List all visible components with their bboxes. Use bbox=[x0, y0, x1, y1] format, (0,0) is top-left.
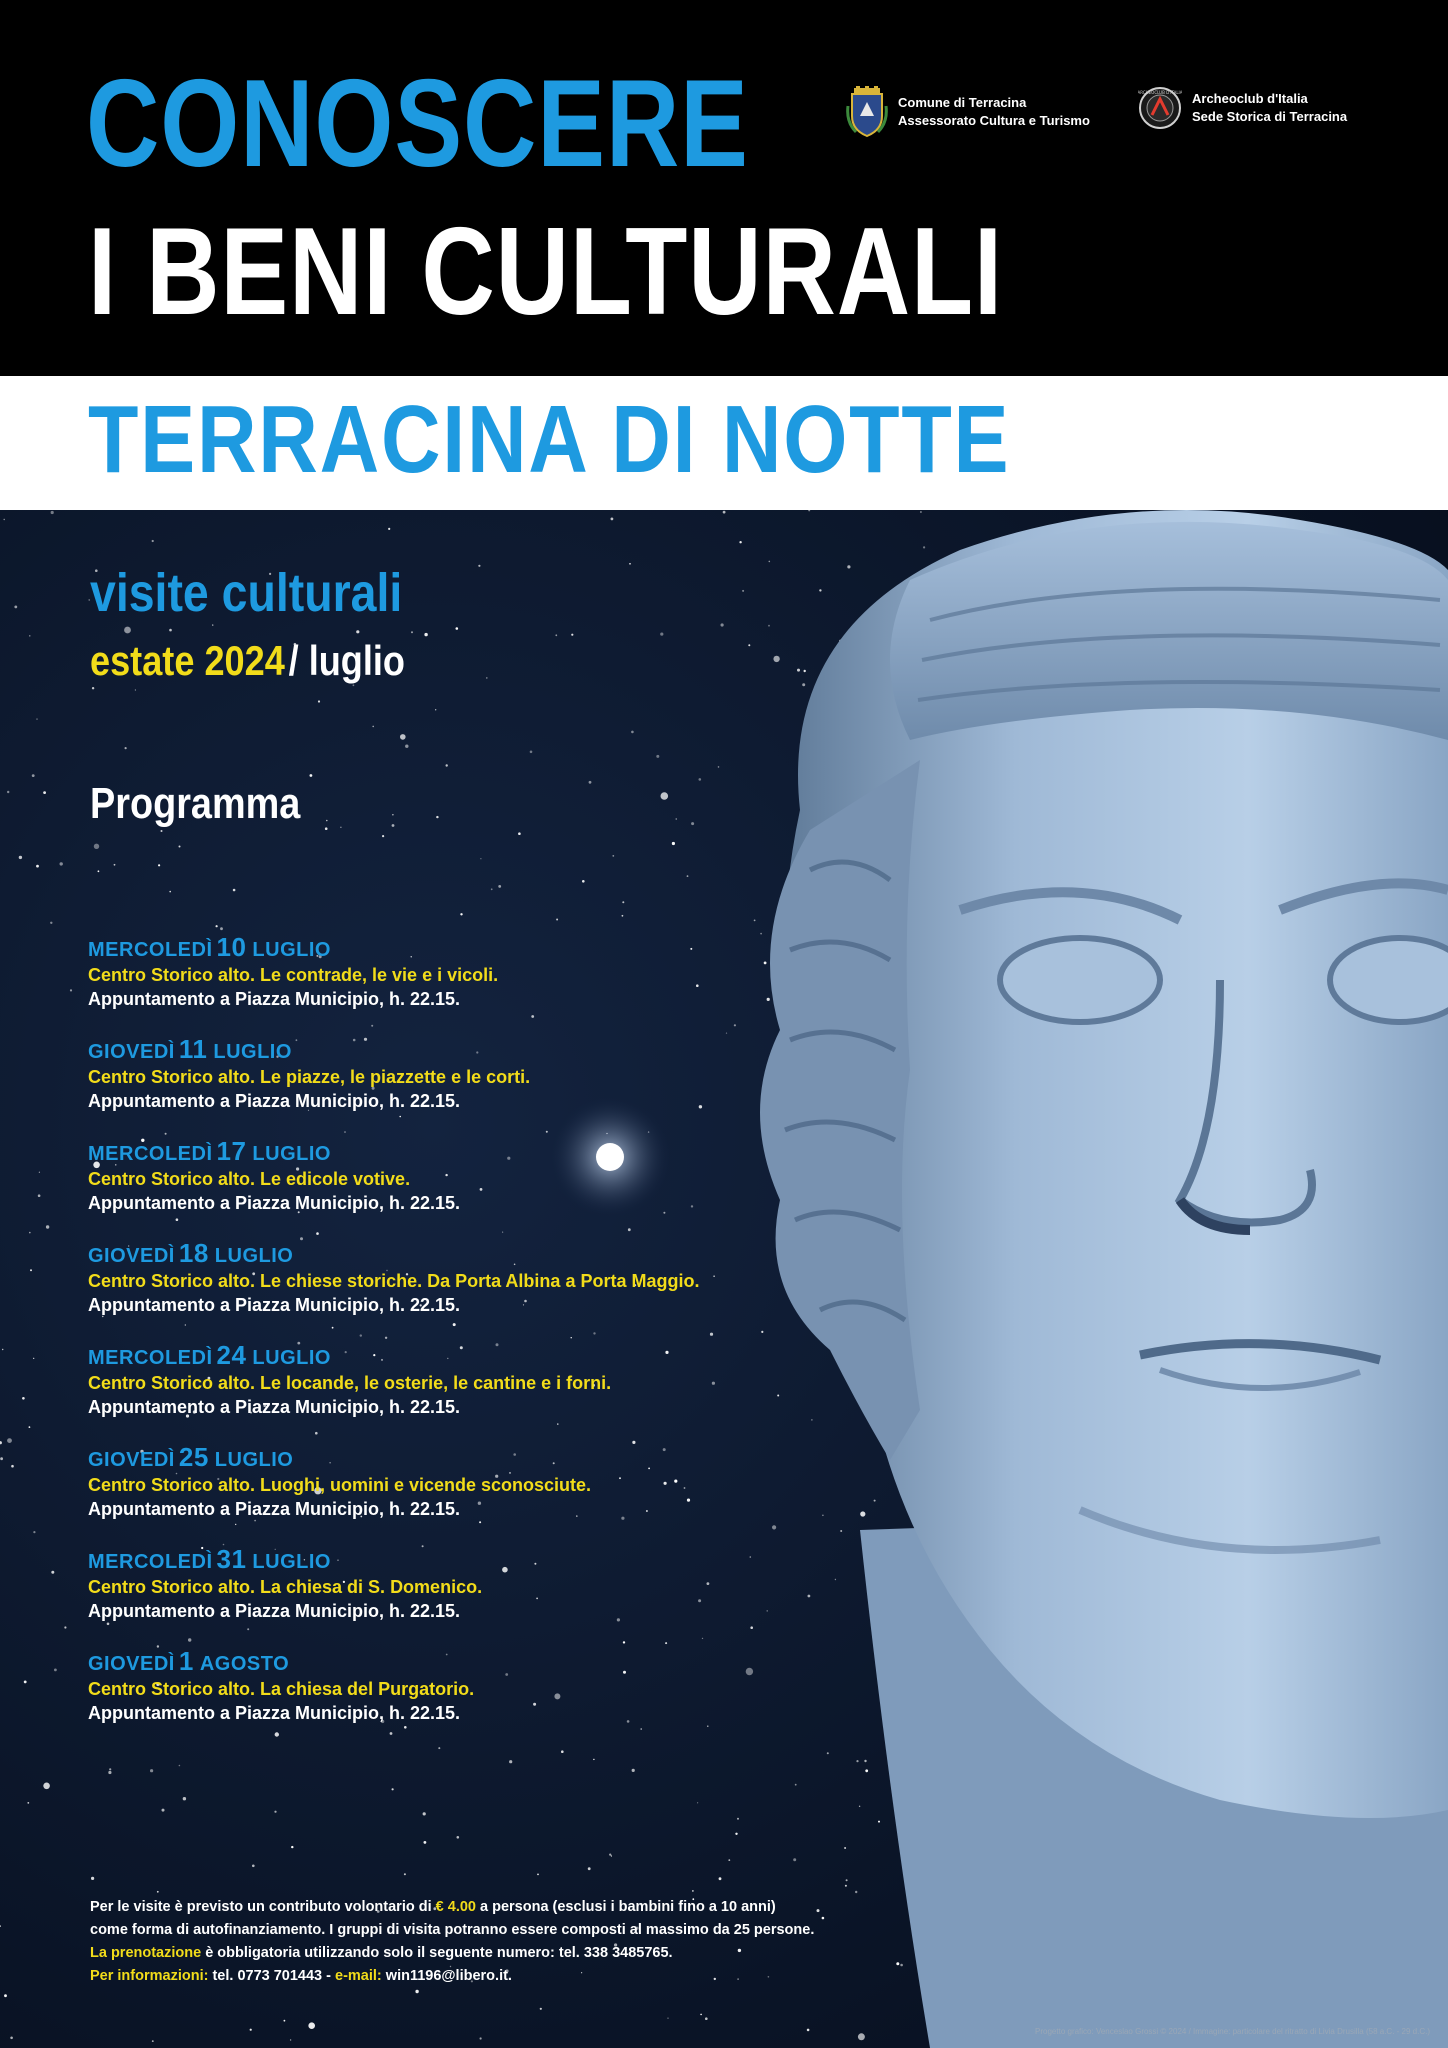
star bbox=[161, 830, 163, 832]
star bbox=[54, 1669, 57, 1672]
star bbox=[22, 1397, 25, 1400]
event-title: Centro Storico alto. La chiesa del Purgatorio. bbox=[88, 1679, 475, 1699]
contribution-price: € 4.00 bbox=[435, 1899, 476, 1915]
event-day-number: 10 bbox=[216, 932, 247, 962]
star bbox=[98, 870, 100, 872]
star bbox=[392, 824, 395, 827]
star bbox=[51, 1571, 54, 1574]
event-item bbox=[88, 1240, 808, 1342]
contribution-note: a persona (esclusi i bambini fino a 10 anni) bbox=[480, 1899, 776, 1915]
star bbox=[593, 1759, 594, 1760]
season-text: estate 2024 bbox=[90, 637, 285, 684]
event-meeting: Appuntamento a Piazza Municipio, h. 22.15. bbox=[88, 1193, 461, 1213]
star bbox=[114, 864, 116, 866]
star bbox=[64, 1626, 66, 1628]
star bbox=[92, 687, 94, 689]
star bbox=[4, 1994, 7, 1997]
event-item bbox=[88, 934, 808, 1036]
star bbox=[480, 2037, 482, 2039]
booking-label: La prenotazione bbox=[90, 1945, 202, 1961]
star bbox=[179, 846, 181, 848]
star bbox=[14, 606, 17, 609]
event-title: Centro Storico alto. Le edicole votive. bbox=[88, 1169, 411, 1189]
star bbox=[611, 1855, 612, 1856]
star bbox=[353, 684, 355, 686]
star bbox=[39, 1172, 40, 1173]
star bbox=[325, 827, 328, 830]
info-phone[interactable]: tel. 0773 701443 - bbox=[212, 1968, 331, 1984]
event-day-number: 18 bbox=[178, 1238, 209, 1268]
event-month: LUGLIO bbox=[214, 1245, 294, 1267]
credits: Progetto grafico: Venceslao Grossi © 2024 / Immagine: particolare del ritratto di Livia Drusilla (58 a.C. - 29 d.C.) bbox=[1035, 2027, 1430, 2036]
title-line-1: CONOSCERE bbox=[86, 55, 749, 193]
event-month: LUGLIO bbox=[252, 1551, 331, 1573]
star bbox=[404, 1873, 406, 1875]
star bbox=[252, 1865, 255, 1868]
info-label: Per informazioni: bbox=[90, 1968, 209, 1984]
event-month: LUGLIO bbox=[252, 939, 331, 961]
subtitle: TERRACINA DI NOTTE bbox=[88, 386, 1011, 493]
star bbox=[290, 2039, 291, 2040]
star bbox=[530, 751, 533, 754]
event-title: Centro Storico alto. Le chiese storiche. Da Porta Albina a Porta Maggio. bbox=[88, 1271, 700, 1291]
star bbox=[491, 888, 493, 890]
event-day: GIOVEDÌ bbox=[88, 1245, 175, 1267]
star bbox=[356, 630, 359, 633]
star bbox=[43, 1783, 50, 1790]
season-line bbox=[90, 637, 406, 684]
star bbox=[540, 2008, 542, 2010]
star bbox=[29, 1232, 31, 1234]
star bbox=[216, 925, 218, 927]
star bbox=[310, 774, 313, 777]
star bbox=[36, 865, 39, 868]
star bbox=[486, 677, 488, 679]
event-meeting: Appuntamento a Piazza Municipio, h. 22.15. bbox=[88, 1295, 461, 1315]
event-title: Centro Storico alto. Le piazze, le piazzette e le corti. bbox=[88, 1067, 531, 1087]
star bbox=[582, 880, 585, 883]
star bbox=[609, 1854, 611, 1856]
star bbox=[423, 1812, 426, 1815]
star bbox=[611, 518, 614, 521]
event-title: Centro Storico alto. La chiesa di S. Domenico. bbox=[88, 1577, 483, 1597]
footer-line-booking bbox=[90, 1942, 990, 1965]
star bbox=[435, 709, 436, 710]
event-title: Centro Storico alto. Le locande, le osterie, le cantine e i forni. bbox=[88, 1373, 612, 1393]
star bbox=[612, 855, 614, 857]
star bbox=[38, 1194, 41, 1197]
star bbox=[7, 791, 9, 793]
event-item bbox=[88, 1648, 808, 1750]
star bbox=[326, 820, 328, 822]
comune-logo bbox=[846, 86, 1090, 138]
footer-line-info bbox=[90, 1965, 990, 1988]
star bbox=[29, 1426, 31, 1428]
star bbox=[424, 1841, 427, 1844]
star bbox=[183, 1797, 186, 1800]
star bbox=[632, 1769, 635, 1772]
event-meeting: Appuntamento a Piazza Municipio, h. 22.15. bbox=[88, 1499, 461, 1519]
star bbox=[46, 1225, 49, 1228]
star bbox=[250, 2029, 252, 2031]
event-date bbox=[88, 1138, 808, 1167]
month-text: / luglio bbox=[288, 637, 406, 684]
star bbox=[460, 913, 462, 915]
star bbox=[11, 1465, 14, 1468]
star bbox=[480, 858, 481, 859]
event-day-number: 25 bbox=[178, 1442, 209, 1472]
visite-heading: visite culturali bbox=[90, 563, 403, 623]
star bbox=[561, 1750, 564, 1753]
event-meeting: Appuntamento a Piazza Municipio, h. 22.15. bbox=[88, 1397, 461, 1417]
event-meeting: Appuntamento a Piazza Municipio, h. 22.15. bbox=[88, 1601, 461, 1621]
archeoclub-logo bbox=[1138, 86, 1347, 130]
event-day-number: 24 bbox=[216, 1340, 247, 1370]
star bbox=[629, 563, 631, 565]
star bbox=[51, 511, 54, 514]
star bbox=[30, 1269, 32, 1271]
star bbox=[108, 1771, 111, 1774]
star bbox=[32, 774, 35, 777]
star bbox=[631, 731, 634, 734]
event-month: LUGLIO bbox=[213, 1041, 292, 1063]
event-item bbox=[88, 1444, 808, 1546]
event-day-number: 31 bbox=[216, 1544, 247, 1574]
event-title: Centro Storico alto. Le contrade, le vie e i vicoli. bbox=[88, 965, 499, 985]
star bbox=[27, 1802, 29, 1804]
star bbox=[284, 2020, 286, 2022]
email-label: e-mail: bbox=[335, 1968, 382, 1984]
event-date bbox=[88, 1444, 808, 1473]
star bbox=[36, 718, 37, 719]
star bbox=[91, 1877, 94, 1880]
comune-crest-icon bbox=[846, 86, 888, 138]
star bbox=[415, 1990, 418, 1993]
star bbox=[509, 1760, 512, 1763]
star bbox=[405, 745, 408, 748]
star bbox=[436, 816, 438, 818]
star bbox=[125, 747, 127, 749]
event-list bbox=[88, 934, 808, 1750]
event-day: MERCOLEDÌ bbox=[88, 939, 213, 961]
contribution-text: Per le visite è previsto un contributo volontario di bbox=[90, 1899, 432, 1915]
star bbox=[388, 528, 390, 530]
star bbox=[179, 1765, 181, 1767]
event-title: Centro Storico alto. Luoghi, uomini e vicende sconosciute. bbox=[88, 1475, 592, 1495]
star bbox=[656, 755, 659, 758]
star bbox=[169, 629, 172, 632]
archeoclub-seal-text: ARCHEOCLUB D'ITALIA bbox=[1138, 90, 1182, 95]
star bbox=[7, 1438, 12, 1443]
footer-line-groups: come forma di autofinanziamento. I gruppi di visita potranno essere composti al massimo da 25 persone. bbox=[90, 1922, 815, 1938]
star bbox=[220, 927, 223, 930]
star bbox=[588, 1867, 591, 1870]
star bbox=[2, 1349, 3, 1350]
star bbox=[411, 631, 413, 633]
event-day: GIOVEDÌ bbox=[88, 1449, 175, 1471]
star bbox=[318, 700, 320, 702]
event-day: GIOVEDÌ bbox=[88, 1041, 175, 1063]
star bbox=[446, 764, 448, 766]
star bbox=[424, 633, 427, 636]
star bbox=[152, 2040, 154, 2042]
star bbox=[556, 919, 558, 921]
star bbox=[212, 624, 213, 625]
event-item bbox=[88, 1138, 808, 1240]
star bbox=[457, 1836, 460, 1839]
star bbox=[10, 2037, 13, 2040]
event-month: LUGLIO bbox=[252, 1347, 331, 1369]
email-address[interactable]: win1196@libero.it. bbox=[385, 1968, 512, 1984]
booking-phone: è obbligatoria utilizzando solo il seguente numero: tel. 338 3485765. bbox=[205, 1945, 673, 1961]
star bbox=[124, 627, 131, 634]
star bbox=[162, 1809, 165, 1812]
star bbox=[0, 1457, 3, 1460]
star bbox=[43, 791, 46, 794]
event-month: AGOSTO bbox=[199, 1653, 290, 1675]
star bbox=[622, 915, 624, 917]
star bbox=[150, 1769, 153, 1772]
star bbox=[3, 519, 4, 520]
event-month: LUGLIO bbox=[252, 1143, 331, 1165]
event-date bbox=[88, 1342, 808, 1371]
event-day-number: 17 bbox=[216, 1136, 247, 1166]
star bbox=[94, 844, 99, 849]
star bbox=[555, 634, 557, 636]
star bbox=[70, 989, 72, 991]
star bbox=[274, 1811, 276, 1813]
comune-office: Assessorato Cultura e Turismo bbox=[898, 113, 1090, 128]
event-month: LUGLIO bbox=[214, 1449, 294, 1471]
star bbox=[135, 689, 136, 690]
event-meeting: Appuntamento a Piazza Municipio, h. 22.15. bbox=[88, 1091, 461, 1111]
title-line-2: I BENI CULTURALI bbox=[88, 203, 1003, 341]
star bbox=[33, 1531, 35, 1533]
star bbox=[622, 901, 624, 903]
event-day: GIOVEDÌ bbox=[88, 1653, 175, 1675]
star bbox=[308, 2022, 315, 2029]
star bbox=[518, 832, 521, 835]
event-date bbox=[88, 934, 808, 963]
star bbox=[152, 540, 154, 542]
star bbox=[50, 922, 52, 924]
star bbox=[291, 1846, 293, 1848]
event-item bbox=[88, 1546, 808, 1648]
event-day: MERCOLEDÌ bbox=[88, 1347, 213, 1369]
comune-name: Comune di Terracina bbox=[898, 95, 1027, 111]
programma-heading: Programma bbox=[90, 779, 301, 828]
event-meeting: Appuntamento a Piazza Municipio, h. 22.15. bbox=[88, 989, 461, 1009]
star bbox=[158, 864, 160, 866]
star bbox=[571, 634, 573, 636]
event-day-number: 1 bbox=[178, 1646, 194, 1676]
star bbox=[60, 862, 63, 865]
event-date bbox=[88, 1648, 808, 1677]
star bbox=[157, 1891, 159, 1893]
event-date bbox=[88, 1546, 808, 1575]
event-day: MERCOLEDÌ bbox=[88, 1143, 213, 1165]
archeoclub-name: Archeoclub d'Italia bbox=[1192, 91, 1308, 107]
star bbox=[456, 627, 459, 630]
star bbox=[340, 827, 341, 828]
footer-info bbox=[90, 1896, 990, 1988]
star bbox=[537, 1874, 539, 1876]
star bbox=[19, 856, 22, 859]
star bbox=[169, 891, 171, 893]
star bbox=[233, 889, 236, 892]
event-meeting: Appuntamento a Piazza Municipio, h. 22.15. bbox=[88, 1703, 461, 1723]
star bbox=[382, 835, 384, 837]
star bbox=[392, 1788, 394, 1790]
event-day-number: 11 bbox=[178, 1034, 208, 1064]
star bbox=[400, 734, 406, 740]
archeoclub-branch: Sede Storica di Terracina bbox=[1192, 109, 1348, 124]
event-item bbox=[88, 1036, 808, 1138]
star bbox=[589, 781, 592, 784]
star bbox=[478, 565, 480, 567]
event-date bbox=[88, 1036, 808, 1065]
star bbox=[372, 726, 374, 728]
footer-line-contribution bbox=[90, 1896, 990, 1919]
star bbox=[392, 814, 393, 815]
star bbox=[33, 1358, 34, 1359]
star bbox=[109, 1768, 111, 1770]
star bbox=[29, 635, 30, 636]
event-day: MERCOLEDÌ bbox=[88, 1551, 213, 1573]
star bbox=[24, 1681, 27, 1684]
archeoclub-seal-icon bbox=[1138, 86, 1182, 130]
event-date bbox=[88, 1240, 808, 1269]
star bbox=[498, 885, 501, 888]
event-item bbox=[88, 1342, 808, 1444]
